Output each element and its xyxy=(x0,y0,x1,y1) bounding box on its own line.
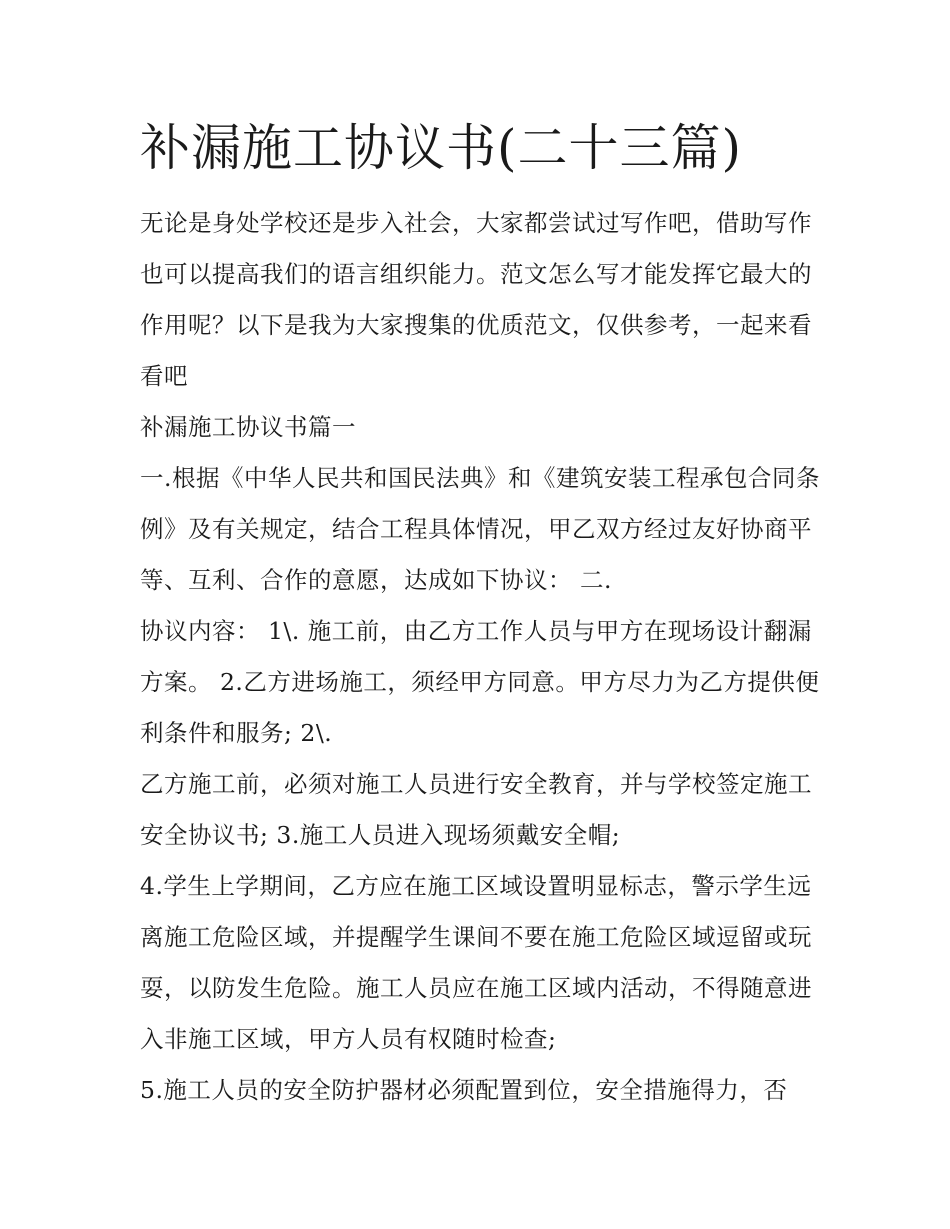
document-page xyxy=(140,112,820,1116)
clause-paragraph: 一.根据《中华人民共和国民法典》和《建筑安装工程承包合同条例》及有关规定，结合工程具体情况，甲乙双方经过友好协商平等、互利、合作的意愿，达成如下协议： 二. xyxy=(140,464,820,594)
intro-paragraph: 无论是身处学校还是步入社会，大家都尝试过写作吧，借助写作也可以提高我们的语言组织能力。范文怎么写才能发挥它最大的作用呢？以下是我为大家搜集的优质范文，仅供参考，一起来看看吧 xyxy=(140,209,812,390)
section-heading: 补漏施工协议书篇一 xyxy=(140,413,356,441)
clause-paragraph: 5.施工人员的安全防护器材必须配置到位，安全措施得力，否 xyxy=(140,1076,788,1104)
document-title: 补漏施工协议书(二十三篇) xyxy=(140,119,743,177)
clause-paragraph: 乙方施工前，必须对施工人员进行安全教育，并与学校签定施工安全协议书; 3.施工人员进入现场须戴安全帽; xyxy=(140,770,812,849)
clause-paragraph: 协议内容： 1\. 施工前，由乙方工作人员与甲方在现场设计翻漏方案。 2.乙方进场施工，须经甲方同意。甲方尽力为乙方提供便利条件和服务; 2\. xyxy=(140,617,820,747)
clause-paragraph: 4.学生上学期间，乙方应在施工区域设置明显标志，警示学生远离施工危险区域，并提醒学生课间不要在施工危险区域逗留或玩耍，以防发生危险。施工人员应在施工区域内活动，不得随意进入非施工区域，甲方人员有权随时检查; xyxy=(140,872,812,1053)
